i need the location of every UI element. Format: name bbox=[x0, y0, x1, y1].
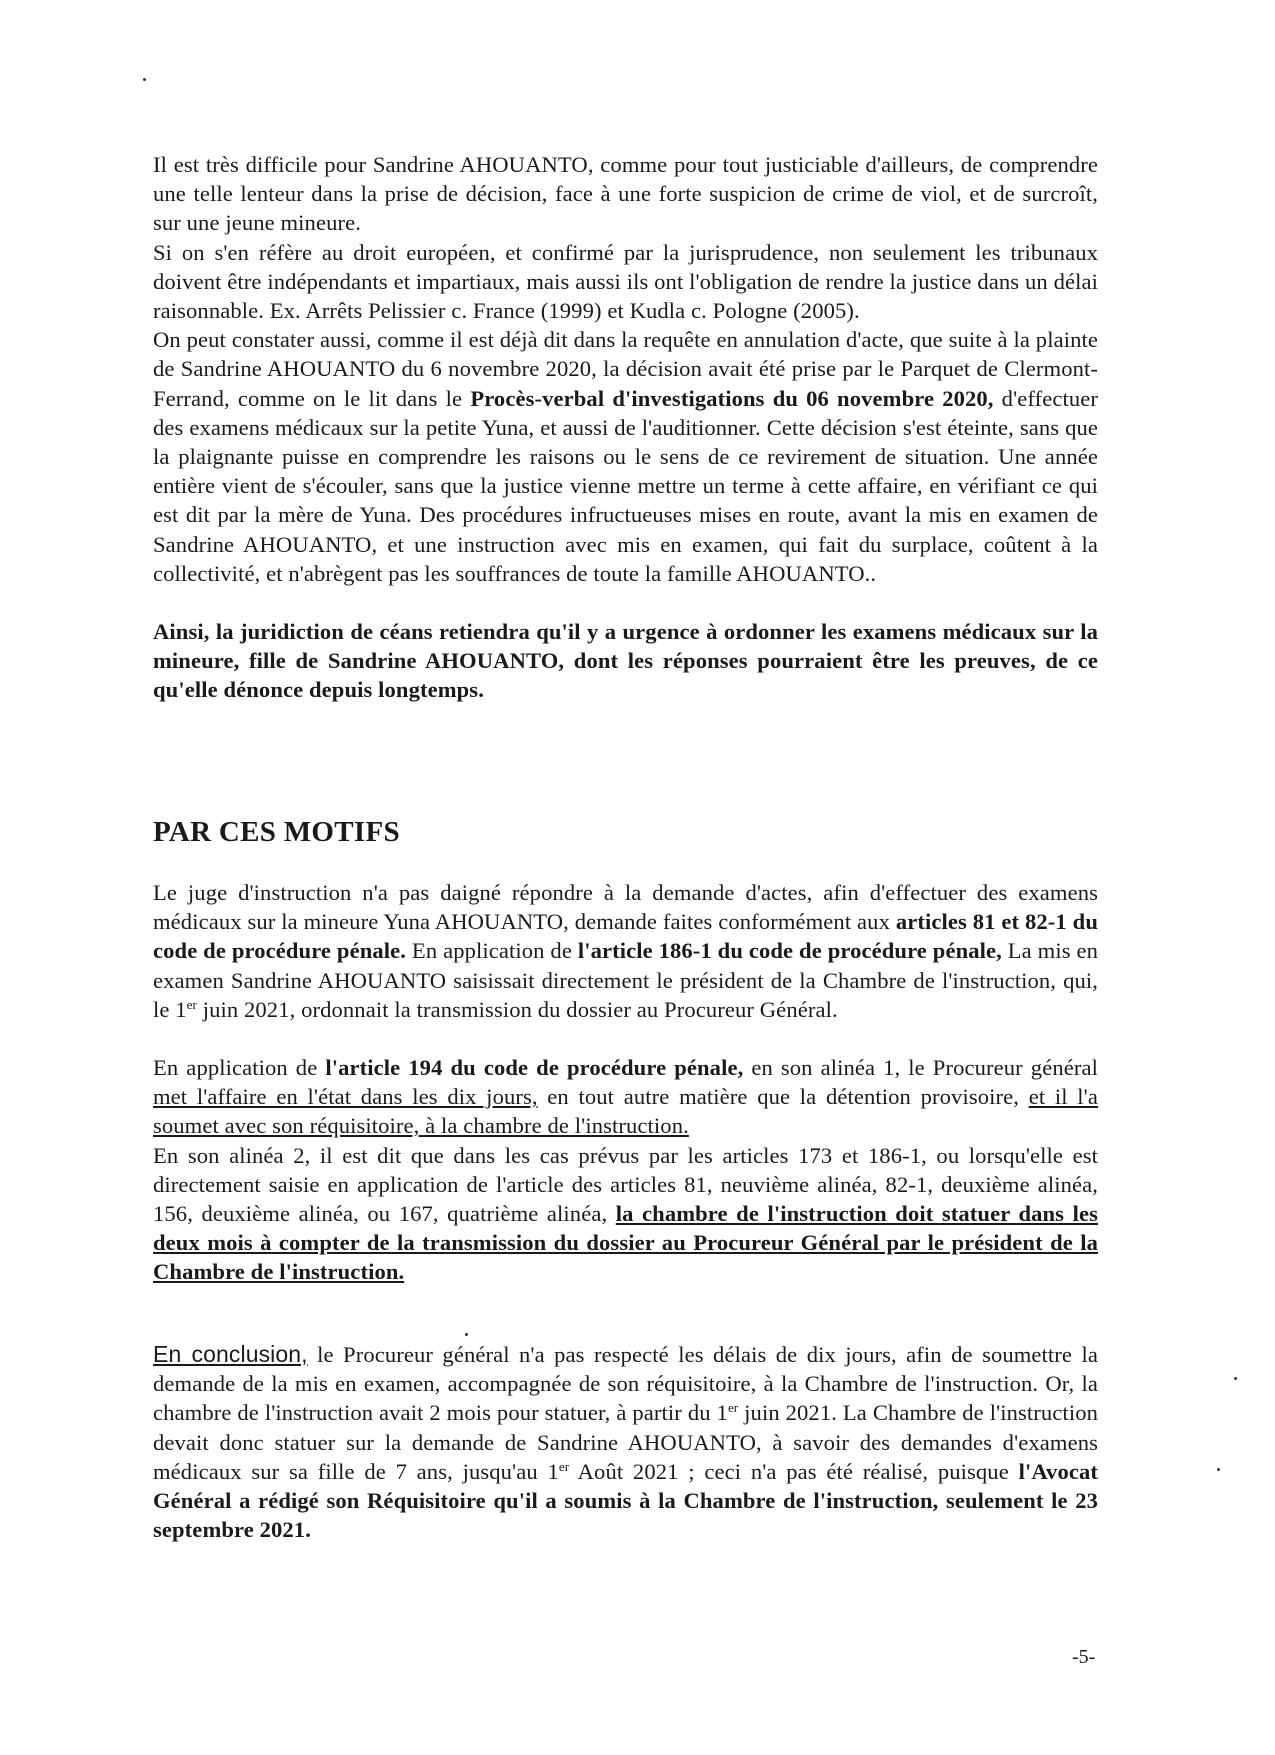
bold-run: articles 81 et 82-1 du code de procédure pénale. bbox=[153, 909, 1098, 964]
paragraph-intro-3 bbox=[153, 325, 1098, 588]
text-run: En application de bbox=[153, 1055, 326, 1081]
motifs-section bbox=[153, 878, 1098, 1287]
text-run: Le juge d'instruction n'a pas daigné répondre à la demande d'actes, afin d'effectuer des examens médicaux sur la mineure Yuna AHOUANTO, demande faites conformément aux bbox=[153, 880, 1098, 935]
bold-run: l'article 194 du code de procédure pénale, bbox=[325, 1055, 744, 1081]
text-run: En son alinéa 2, il est dit que dans les cas prévus par les articles 173 et 186-1, ou lorsqu'elle est directement saisie en application de l'article des articles 81, neuvième alinéa, 82-1, deuxième alinéa, 156, deuxième alinéa, ou 167, quatrième alinéa, bbox=[153, 1142, 1098, 1227]
paragraph-motifs-1 bbox=[153, 878, 1098, 1024]
conclusion-label: En conclusion, bbox=[153, 1341, 308, 1367]
intro-section bbox=[153, 150, 1098, 705]
scan-speck bbox=[1217, 1468, 1220, 1471]
text-run: d'effectuer des examens médicaux sur la petite Yuna, et aussi de l'auditionner. Cette décision s'est éteinte, sans que la plaignante puisse en comprendre les raisons ou le sens de ce revirement de situation. Une année entière vient de s'écouler, sans que la justice vienne mettre un terme à cette affaire, en vérifiant ce qui est dit par la mère de Yuna. Des procédures infructueuses mises en route, avant la mis en examen de Sandrine AHOUANTO, et une instruction avec mis en examen, qui fait du surplace, coûtent à la collectivité, et n'abrègent pas les souffrances de toute la famille AHOUANTO.. bbox=[153, 385, 1098, 586]
bold-run: l'article 186-1 du code de procédure pénale, bbox=[577, 938, 1002, 964]
text-run: en son alinéa 1, le Procureur général bbox=[743, 1055, 1098, 1081]
superscript: er bbox=[186, 996, 197, 1012]
bold-underlined-run: la chambre de l'instruction doit statuer dans les deux mois à compter de la transmission du dossier au Procureur Général par le président de la Chambre de l'instruction. bbox=[153, 1201, 1098, 1285]
paragraph-motifs-3 bbox=[153, 1141, 1098, 1287]
scan-speck bbox=[465, 1333, 468, 1336]
paragraph-intro-2: Si on s'en réfère au droit européen, et confirmé par la jurisprudence, non seulement les tribunaux doivent être indépendants et impartiaux, mais aussi ils ont l'obligation de rendre la justice dans un délai raisonnable. Ex. Arrêts Pelissier c. France (1999) et Kudla c. Pologne (2005). bbox=[153, 239, 1098, 324]
bold-run: l'Avocat Général a rédigé son Réquisitoire qu'il a soumis à la Chambre de l'instruction, seulement le 23 septembre 2021. bbox=[153, 1458, 1098, 1543]
paragraph-conclusion bbox=[153, 1340, 1098, 1544]
underlined-run: et il l'a soumet avec son réquisitoire, à la chambre de l'instruction. bbox=[153, 1084, 1098, 1139]
text-run: Août 2021 ; ceci n'a pas été réalisé, puisque bbox=[569, 1458, 1019, 1484]
scan-speck bbox=[143, 78, 146, 81]
text-run: le Procureur général n'a pas respecté les délais de dix jours, afin de soumettre la demande de la mis en examen, accompagnée de son réquisitoire, à la Chambre de l'instruction. Or, la chambre de l'instruction avait 2 mois pour statuer, à partir du 1 bbox=[153, 1342, 1098, 1426]
text-run: La mis en examen Sandrine AHOUANTO saisissait directement le président de la Chambre de l'instruction, qui, le 1 bbox=[153, 938, 1098, 1022]
conclusion-section bbox=[153, 1340, 1098, 1544]
paragraph-intro-1: Il est très difficile pour Sandrine AHOUANTO, comme pour tout justiciable d'ailleurs, de comprendre une telle lenteur dans la prise de décision, face à une forte suspicion de crime de viol, et de surcroît, sur une jeune mineure. bbox=[153, 152, 1098, 236]
text-run: juin 2021, ordonnait la transmission du dossier au Procureur Général. bbox=[196, 996, 838, 1022]
page-number: -5- bbox=[1072, 1646, 1096, 1668]
section-heading: PAR CES MOTIFS bbox=[153, 816, 400, 848]
scan-speck bbox=[1234, 1377, 1237, 1380]
paragraph-motifs-2 bbox=[153, 1053, 1098, 1141]
superscript: er bbox=[727, 1400, 739, 1416]
text-run: juin 2021. La Chambre de l'instruction devait donc statuer sur la demande de Sandrine AHOUANTO, à savoir des demandes d'examens médicaux sur sa fille de 7 ans, jusqu'au 1 bbox=[153, 1400, 1098, 1484]
text-run: On peut constater aussi, comme il est déjà dit dans la requête en annulation d'acte, que suite à la plainte de Sandrine AHOUANTO du 6 novembre 2020, la décision avait été prise par le Parquet de Clermont-Ferrand, comme on le lit dans le bbox=[153, 327, 1098, 411]
paragraph-intro-4 bbox=[153, 617, 1098, 705]
bold-run: Procès-verbal d'investigations du 06 novembre 2020, bbox=[470, 385, 994, 411]
underlined-run: met l'affaire en l'état dans les dix jours, bbox=[153, 1084, 538, 1110]
text-run: en tout autre matière que la détention provisoire, bbox=[537, 1084, 1029, 1110]
text-run: En application de bbox=[406, 938, 578, 964]
bold-run: Ainsi, la juridiction de céans retiendra qu'il y a urgence à ordonner les examens médicaux sur la mineure, fille de Sandrine AHOUANTO, dont les réponses pourraient être les preuves, de ce qu'elle dénonce depuis longtemps. bbox=[153, 619, 1098, 703]
superscript: er bbox=[558, 1458, 570, 1474]
